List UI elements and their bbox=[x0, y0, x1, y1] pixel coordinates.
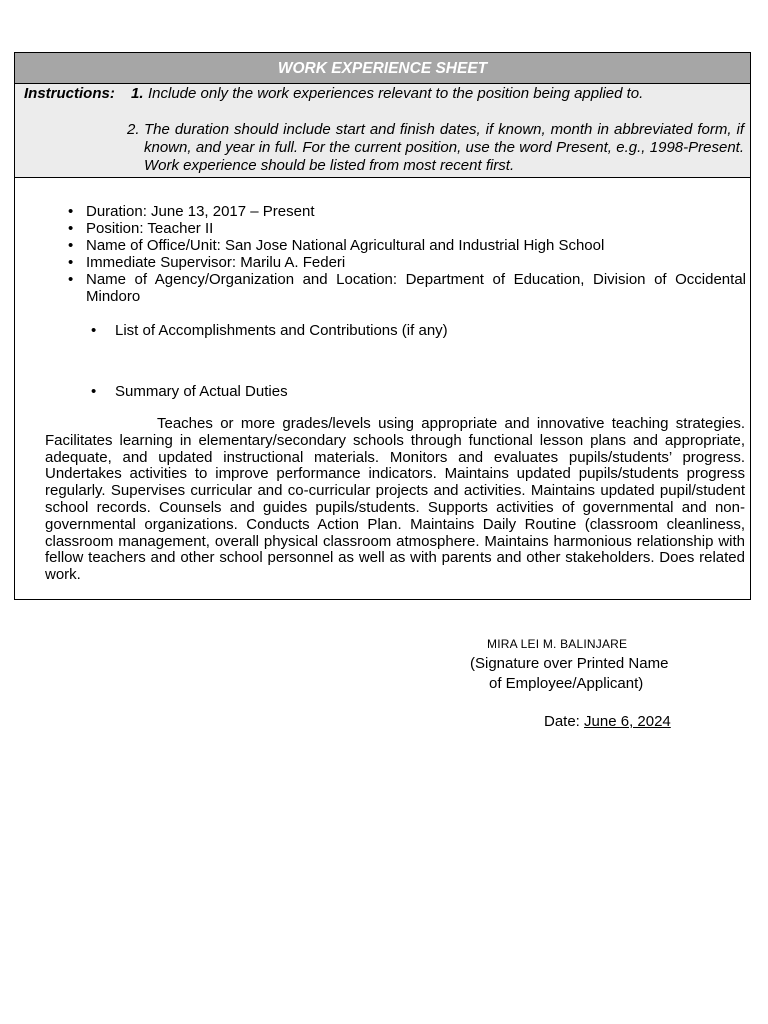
signature-caption-line-1: (Signature over Printed Name bbox=[470, 655, 669, 672]
office-item: • Name of Office/Unit: San Jose National Agricultural and Industrial High School bbox=[86, 237, 746, 254]
accomplishments-heading: • List of Accomplishments and Contributions (if any) bbox=[115, 322, 448, 339]
duties-heading: • Summary of Actual Duties bbox=[115, 383, 288, 400]
instructions-label: Instructions: bbox=[24, 85, 115, 102]
signatory-name: MIRA LEI M. BALINJARE bbox=[487, 637, 628, 651]
instruction-2-number: 2. bbox=[127, 121, 140, 138]
instruction-1-number: 1. bbox=[131, 85, 144, 102]
agency-line-2: Mindoro bbox=[86, 288, 141, 305]
experience-details-list bbox=[86, 203, 746, 305]
agency-item bbox=[86, 271, 746, 305]
sheet-title: WORK EXPERIENCE SHEET bbox=[15, 53, 750, 84]
duties-summary-text: Teaches or more grades/levels using appropriate and innovative teaching strategies. Facilitates learning in elementary/secondary schools through functional lesson plans and appropriate, adequate, and updated instructional materials. Monitors and evaluates pupils/students’ progress. Undertakes activities to improve performance indicators. Maintains updated pupils/students progress regularly. Supervises curricular and co-curricular projects and activities. Maintains updated pupil/student school records. Counsels and guides pupils/students. Supports activities of governmental and non-governmental organizations. Conducts Action Plan. Maintains Daily Routine (classroom cleanliness, classroom management, overall physical classroom atmosphere. Maintains harmonious relationship with fellow teachers and other school personnel as well as with parents and other stakeholders. Does related work. bbox=[45, 415, 745, 584]
work-experience-sheet bbox=[14, 52, 751, 600]
instruction-2-text: The duration should include start and finish dates, if known, month in abbreviated form, if known, and year in full. For the current position, use the word Present, e.g., 1998-Present. Work experience should be listed from most recent first. bbox=[144, 121, 744, 174]
duration-item: • Duration: June 13, 2017 – Present bbox=[86, 203, 746, 220]
experience-body bbox=[15, 178, 750, 599]
date-label: Date: bbox=[544, 713, 580, 730]
signature-date bbox=[544, 713, 671, 730]
date-value: June 6, 2024 bbox=[584, 713, 671, 730]
instruction-1-text: Include only the work experiences relevant to the position being applied to. bbox=[148, 85, 644, 102]
instructions-section bbox=[15, 84, 750, 178]
supervisor-item: • Immediate Supervisor: Marilu A. Federi bbox=[86, 254, 746, 271]
agency-line-1: • Name of Agency/Organization and Location: Department of Education, Division of Occidental bbox=[86, 271, 746, 288]
position-item: • Position: Teacher II bbox=[86, 220, 746, 237]
signature-caption-line-2: of Employee/Applicant) bbox=[489, 675, 644, 692]
